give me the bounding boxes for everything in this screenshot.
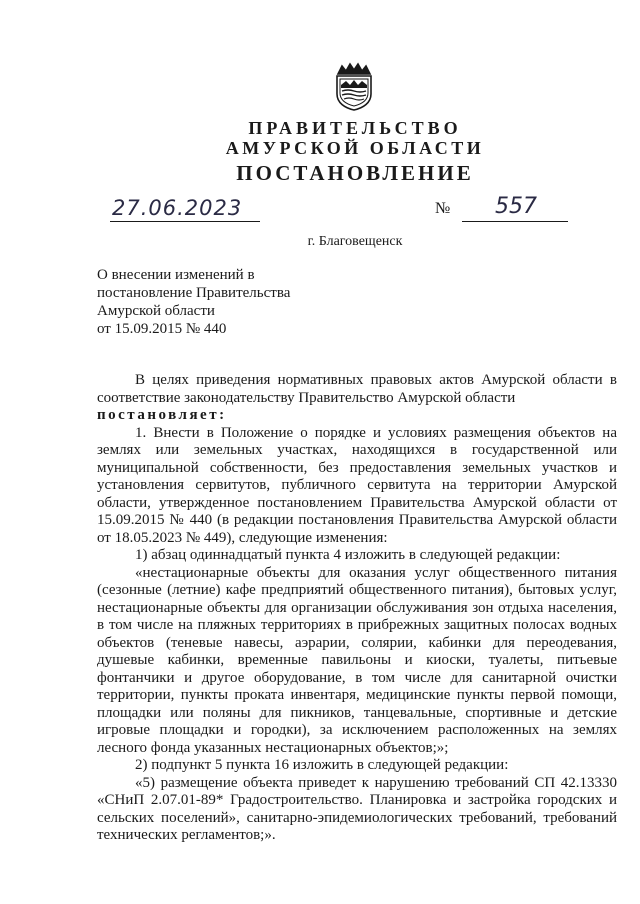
body-line: от 18.05.2023 № 449), следующие изменения:	[97, 529, 388, 546]
city-name: г. Благовещенск	[307, 234, 403, 249]
body-line: землях или земельных участках, находящихся в государственной или	[97, 442, 617, 458]
body-line: 15.09.2015 № 440 (в редакции постановления Правительства Амурской области	[97, 512, 617, 528]
body-line: лесного фонда указанных нестационарных объектов;»;	[97, 739, 449, 756]
body-line: 2) подпункт 5 пункта 16 изложить в следующей редакции:	[135, 757, 509, 773]
amur-coat-of-arms-icon	[332, 60, 376, 112]
body-line: нестационарные объекты для организации обслуживания зон отдыха населения,	[97, 599, 617, 616]
subject-line: Амурской области	[97, 303, 215, 319]
document-number: 557	[495, 194, 537, 219]
body-line: «СНиП 2.07.01-89* Градостроительство. Планировка и застройка городских и	[97, 792, 617, 808]
document-date: 27.06.2023	[112, 196, 243, 220]
body-line: игровые площадки и городки), за исключением расположенных на землях	[97, 722, 617, 738]
subject-line: постановление Правительства	[97, 285, 291, 301]
body-line: муниципальной собственности, без предоставления земельных участков и	[97, 459, 617, 476]
body-line: в том числе на пляжных территориях в прибрежных защитных полосах водных	[97, 617, 617, 633]
number-label: №	[435, 200, 451, 217]
date-underline	[110, 221, 260, 222]
document-type-title: ПОСТАНОВЛЕНИЕ	[236, 161, 474, 185]
body-line: сельских поселений», санитарно-эпидемиологических требований, требований	[97, 809, 617, 826]
body-line-resolves: постановляет:	[97, 407, 227, 423]
body-line: области, утвержденное постановлением Правительства Амурской области от	[97, 494, 617, 511]
body-line: соответствие законодательству Правительство Амурской области	[97, 389, 516, 406]
subject-line: О внесении изменений в	[97, 267, 255, 283]
document-subject	[97, 266, 290, 338]
body-line: технических регламентов;».	[97, 827, 276, 843]
body-line: установления сервитутов, публичного сервитута на территории Амурской	[97, 477, 617, 493]
body-line: душевые кабинки, временные павильоны и киоски, туалеты, питьевые	[97, 652, 617, 668]
body-line: «нестационарные объекты для оказания услуг общественного питания	[135, 564, 617, 581]
number-underline	[462, 221, 568, 222]
body-line: (сезонные (летние) кафе предприятий общественного питания), бытовых услуг,	[97, 582, 617, 598]
body-line: площадки или поляны для пикников, танцевальные, спортивные и детские	[97, 704, 617, 721]
body-line: В целях приведения нормативных правовых актов Амурской области в	[135, 372, 617, 388]
subject-line: от 15.09.2015 № 440	[97, 321, 227, 337]
body-line: 1) абзац одиннадцатый пункта 4 изложить в следующей редакции:	[135, 547, 561, 563]
body-line: объектов (теневые навесы, аэрарии, солярии, кабинки для переодевания,	[97, 634, 617, 651]
body-line: территории, пункты проката инвентаря, медицинские пункты первой помощи,	[97, 687, 617, 703]
body-line: 1. Внести в Положение о порядке и условиях размещения объектов на	[135, 424, 617, 441]
body-line: фонтанчики и другое оборудование, в том числе для санитарной очистки	[97, 669, 617, 686]
org-name-line-1: ПРАВИТЕЛЬСТВО	[248, 118, 462, 138]
document-body	[97, 372, 617, 845]
body-line: «5) размещение объекта приведет к нарушению требований СП 42.13330	[135, 774, 617, 791]
org-name-line-2: АМУРСКОЙ ОБЛАСТИ	[225, 138, 485, 158]
